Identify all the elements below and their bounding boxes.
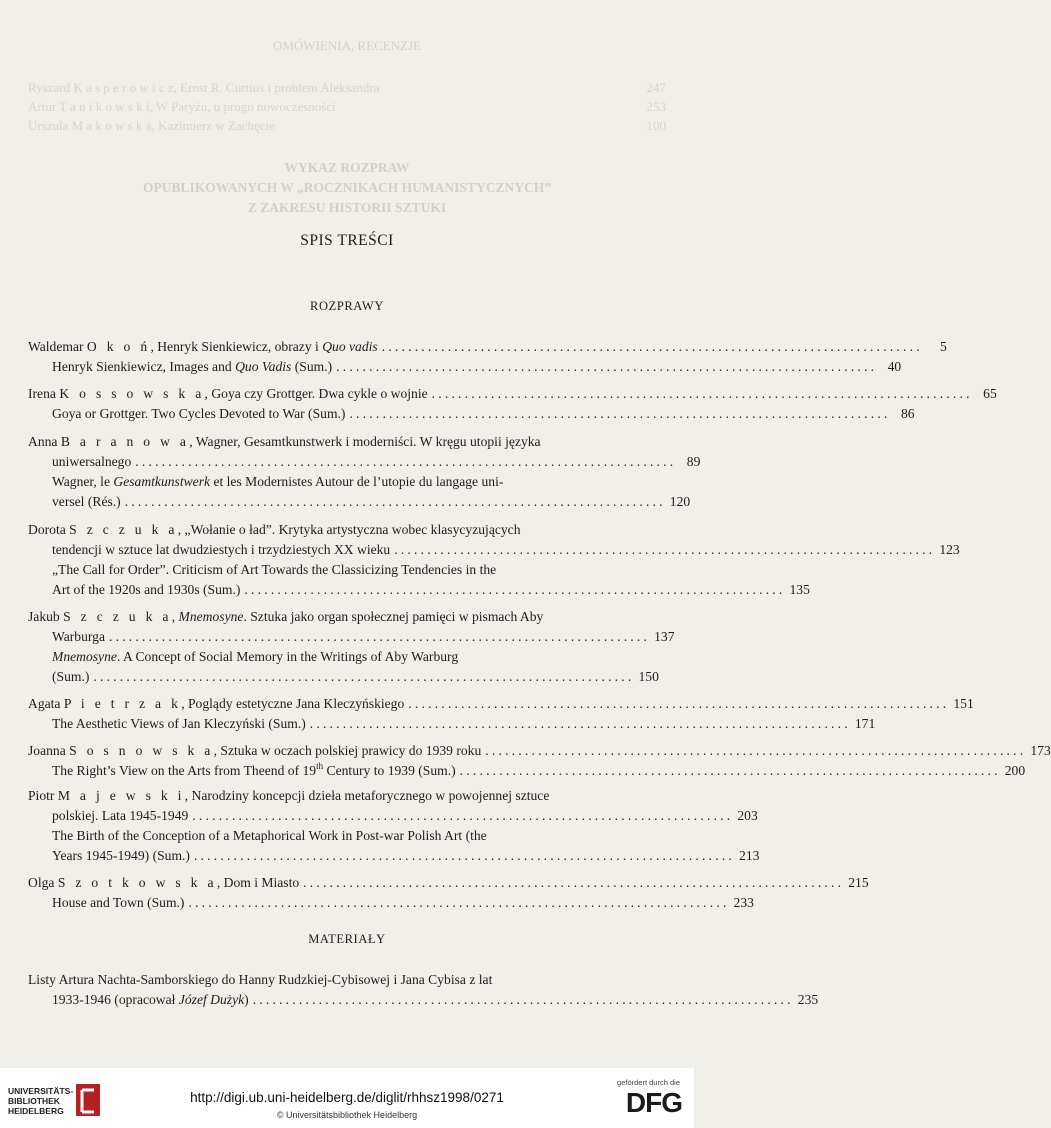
toc-entry [28, 786, 650, 806]
page-number: 137 [654, 629, 675, 644]
entry-title: , Narodziny koncepcji dzieła metaforycznego w powojennej sztuce [184, 788, 550, 803]
leader-dots: .................................................................................. [244, 582, 786, 597]
author-first-name: Dorota [28, 522, 70, 537]
entry-title: polskiej. Lata 1945-1949 [52, 808, 189, 823]
author-surname: O k o ń [86, 339, 151, 354]
toc-entry-continued [52, 580, 810, 600]
toc-entry [28, 970, 650, 990]
author-surname: S z o t k o w s k a [57, 875, 217, 890]
leader-dots: .................................................................................. [135, 454, 677, 469]
library-logo-text: UNIVERSITÄTS- BIBLIOTHEK HEIDELBERG [8, 1086, 74, 1116]
page-number: 5 [940, 339, 947, 354]
toc-entry [28, 607, 650, 627]
leader-dots: .................................................................................. [124, 494, 666, 509]
author-first-name: Olga [28, 875, 58, 890]
entry-title: The Aesthetic Views of Jan Kleczyński (Sum.) [52, 716, 306, 731]
author-first-name: Agata [28, 696, 64, 711]
entry-title: , „Wołanie o ład”. Krytyka artystyczna wobec klasycyzujących [177, 522, 521, 537]
entry-title: Warburga [52, 629, 106, 644]
bleed-through-heading: Z ZAKRESU HISTORII SZTUKI [247, 200, 447, 215]
entry-title: Wagner, le [52, 474, 114, 489]
author-surname: P i e t r z a k [63, 696, 182, 711]
entry-title: versel (Rés.) [52, 494, 121, 509]
leader-dots: .................................................................................. [252, 992, 794, 1007]
toc-entry-summary [52, 714, 876, 734]
toc-entry-summary [52, 647, 650, 667]
entry-title: , Dom i Miasto [216, 875, 300, 890]
entry-title: (Sum.) [291, 359, 333, 374]
dfg-logo: DFG [625, 1087, 682, 1118]
entry-title: Years 1945-1949) (Sum.) [52, 848, 190, 863]
leader-dots: .................................................................................. [408, 696, 950, 711]
section-heading-rozprawy: ROZPRAWY [310, 299, 384, 313]
author-first-name: Irena [28, 386, 60, 401]
leader-dots: .................................................................................. [193, 848, 736, 863]
toc-entry-continued [52, 667, 659, 687]
digitization-footer [0, 1068, 694, 1128]
entry-title: , Poglądy estetyczne Jana Kleczyńskiego [181, 696, 405, 711]
entry-title: , [171, 609, 179, 624]
page-title: SPIS TREŚCI [300, 232, 394, 249]
leader-dots: .................................................................................. [485, 743, 1027, 758]
author-surname: M a j e w s k i [57, 788, 185, 803]
toc-entry-continued [52, 452, 701, 472]
bleed-through-row: Ryszard K a s p e r o w i c z, Ernst R. Curtius i problem Aleksandra [28, 80, 380, 95]
toc-entry [28, 384, 997, 404]
entry-title: 1933-1946 (opracował [52, 992, 179, 1007]
entry-title: House and Town (Sum.) [52, 895, 185, 910]
page-number: 233 [733, 895, 754, 910]
toc-entry [28, 337, 947, 357]
author-first-name: Waldemar [28, 339, 87, 354]
author-surname: S z c z u k a [69, 522, 178, 537]
author-surname: S z c z u k a [63, 609, 172, 624]
toc-entry [28, 520, 650, 540]
document-url-link[interactable]: http://digi.ub.uni-heidelberg.de/diglit/rhhsz1998/0271 [190, 1090, 504, 1105]
toc-entry-continued [52, 846, 760, 866]
page-number: 120 [669, 494, 691, 509]
section-heading-materialy: MATERIAŁY [308, 932, 386, 946]
page-number: 200 [1004, 763, 1026, 778]
leader-dots: .................................................................................. [394, 542, 936, 557]
entry-title-italic: Józef Dużyk [178, 992, 245, 1007]
sponsor-caption: gefördert durch die [617, 1078, 680, 1087]
page-number: 123 [939, 542, 960, 557]
entry-title: Goya or Grottger. Two Cycles Devoted to War (Sum.) [52, 406, 346, 421]
leader-dots: .................................................................................. [336, 359, 878, 374]
author-first-name: Jakub [28, 609, 64, 624]
leader-dots: .................................................................................. [192, 808, 734, 823]
leader-dots: .................................................................................. [459, 763, 1001, 778]
toc-entry-continued [52, 806, 758, 826]
toc-entry [28, 741, 1051, 761]
page-number: 213 [739, 848, 760, 863]
toc-entry [28, 432, 650, 452]
superscript: th [316, 761, 324, 771]
page-number: 215 [848, 875, 869, 890]
entry-title-italic: Mnemosyne [52, 649, 117, 664]
author-surname: K o s s o w s k a [59, 386, 205, 401]
leader-dots: .................................................................................. [188, 895, 730, 910]
page-number: 171 [854, 716, 876, 731]
page-number: 150 [638, 669, 659, 684]
page-number: 203 [737, 808, 758, 823]
toc-entry-continued [52, 492, 691, 512]
toc-entry-summary [52, 826, 650, 846]
page-number: 40 [887, 359, 902, 374]
page-number: 151 [953, 696, 974, 711]
author-surname: S o s n o w s k a [69, 743, 214, 758]
toc-entry [28, 873, 869, 893]
toc-entry-continued [52, 540, 960, 560]
toc-entry [28, 694, 974, 714]
page-number: 89 [686, 454, 701, 469]
toc-entry-summary [52, 404, 915, 424]
toc-entry-summary [52, 560, 650, 580]
entry-title: uniwersalnego [52, 454, 132, 469]
bleed-through-page: 247 [646, 80, 666, 95]
entry-title: The Birth of the Conception of a Metaphorical Work in Post-war Polish Art (the [52, 828, 487, 843]
leader-dots: .................................................................................. [309, 716, 851, 731]
page-number: 65 [983, 386, 997, 401]
entry-title-italic: Quo vadis [322, 339, 378, 354]
bleed-through-page: 100 [646, 118, 666, 133]
author-first-name: Anna [28, 434, 61, 449]
entry-title: et les Modernistes Autour de l’utopie du langage uni- [210, 474, 504, 489]
entry-title: tendencji w sztuce lat dwudziestych i trzydziestych XX wieku [52, 542, 391, 557]
page-number: 86 [900, 406, 915, 421]
leader-dots: .................................................................................. [349, 406, 891, 421]
bleed-through-heading: OPUBLIKOWANYCH W „ROCZNIKACH HUMANISTYCZNYCH” [143, 180, 551, 195]
author-surname: B a r a n o w a [60, 434, 190, 449]
toc-entry-continued [52, 990, 819, 1010]
page-number: 135 [789, 582, 810, 597]
entry-title: Henryk Sienkiewicz, Images and [52, 359, 236, 374]
bleed-through-row: Artur T a n i k o w s k i, W Paryżu, u progu nowoczesności [28, 99, 336, 114]
page-number: 173 [1030, 743, 1051, 758]
entry-title: , Wagner, Gesamtkunstwerk i moderniści. W kręgu utopii języka [189, 434, 541, 449]
entry-title: Art of the 1920s and 1930s (Sum.) [52, 582, 241, 597]
copyright-notice: © Universitätsbibliothek Heidelberg [276, 1110, 418, 1120]
entry-title: (Sum.) [52, 669, 90, 684]
entry-title: Century to 1939 (Sum.) [323, 763, 456, 778]
toc-entry-summary [52, 893, 754, 913]
leader-dots: .................................................................................. [109, 629, 651, 644]
leader-dots: .................................................................................. [303, 875, 845, 890]
author-first-name: Piotr [28, 788, 58, 803]
bleed-through-row: Urszula M a k o w s k a, Kazimierz w Zachęcie [28, 118, 275, 133]
entry-title: , Sztuka w oczach polskiej prawicy do 1939 roku [213, 743, 482, 758]
leader-dots: .................................................................................. [381, 339, 923, 354]
entry-title-italic: Quo Vadis [235, 359, 292, 374]
bleed-through-heading: WYKAZ ROZPRAW [284, 160, 410, 175]
bleed-through-page: 253 [646, 99, 666, 114]
entry-title: The Right’s View on the Arts from Theend of 19 [52, 763, 317, 778]
entry-title: Listy Artura Nachta-Samborskiego do Hanny Rudzkiej-Cybisowej i Jana Cybisa z lat [28, 972, 493, 987]
bleed-through-header: OMÓWIENIA, RECENZJE [272, 38, 422, 53]
entry-title: , Henryk Sienkiewicz, obrazy i [150, 339, 323, 354]
entry-title: „The Call for Order”. Criticism of Art Towards the Classicizing Tendencies in the [52, 562, 497, 577]
toc-entry-summary [52, 472, 650, 492]
entry-title: , Goya czy Grottger. Dwa cykle o wojnie [204, 386, 428, 401]
toc-entry-continued [52, 627, 675, 647]
toc-entry-summary [52, 357, 902, 377]
entry-title: ) [244, 992, 249, 1007]
page-number: 235 [797, 992, 819, 1007]
entry-title: . A Concept of Social Memory in the Writings of Aby Warburg [116, 649, 459, 664]
entry-title: . Sztuka jako organ społecznej pamięci w pismach Aby [243, 609, 544, 624]
leader-dots: .................................................................................. [431, 386, 973, 401]
leader-dots: .................................................................................. [93, 669, 635, 684]
entry-title-italic: Gesamtkunstwerk [113, 474, 211, 489]
author-first-name: Joanna [28, 743, 70, 758]
entry-title-italic: Mnemosyne [178, 609, 244, 624]
toc-entry-summary [52, 761, 1026, 781]
